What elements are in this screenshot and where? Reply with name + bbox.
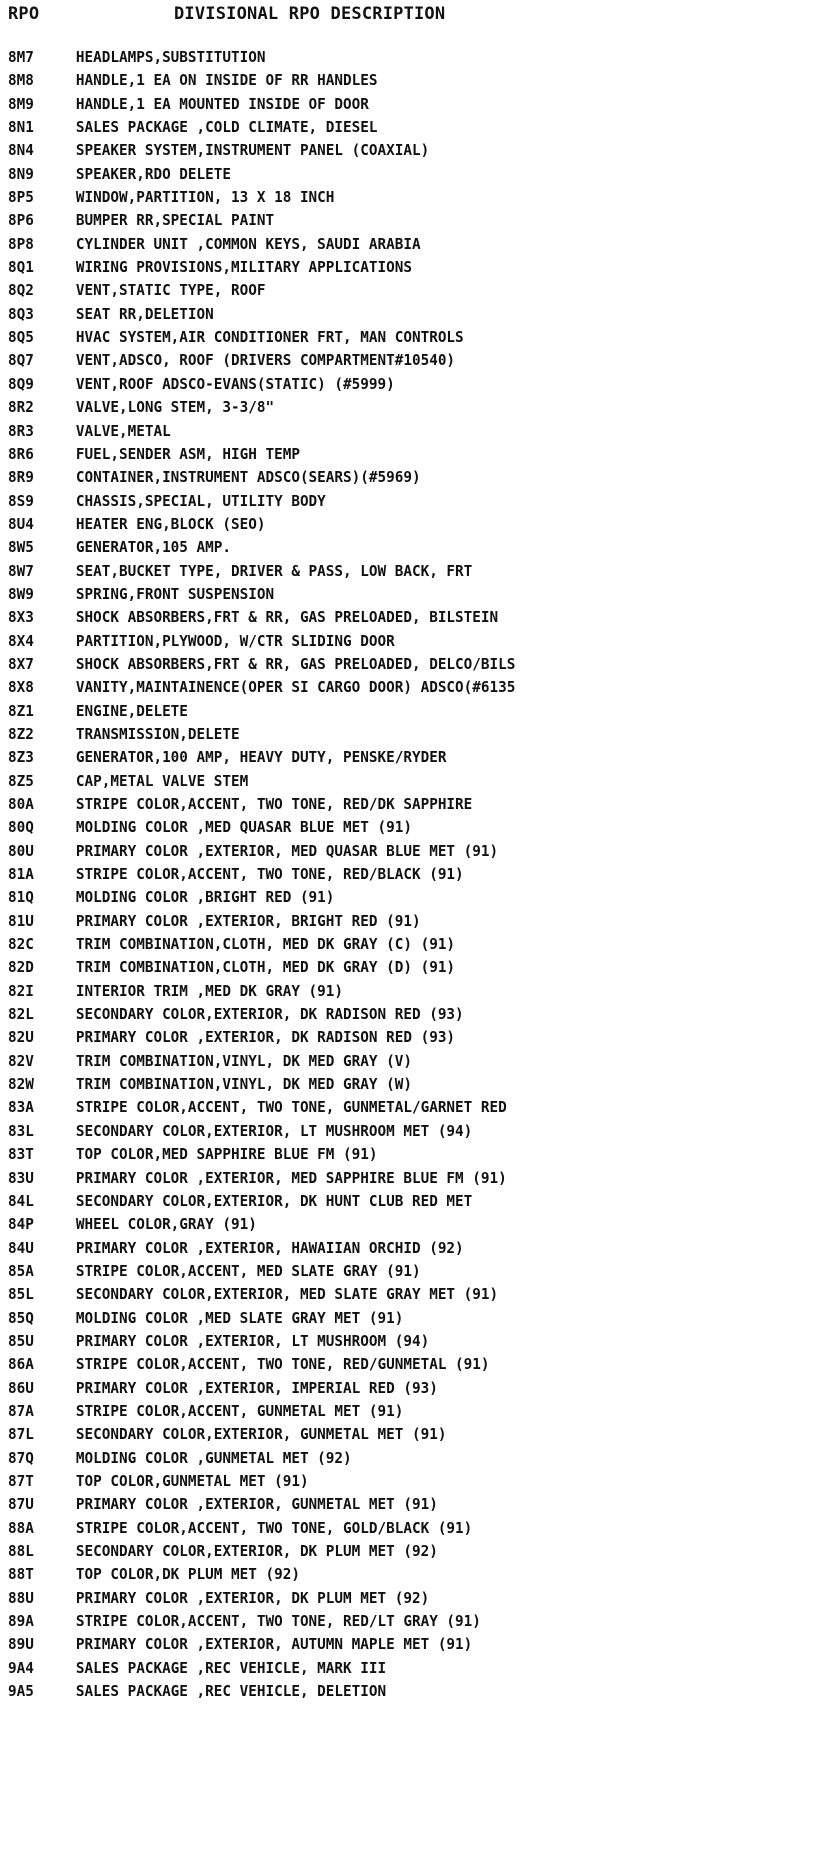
rpo-code: 8W9 — [8, 584, 34, 603]
rpo-description: BUMPER RR,SPECIAL PAINT — [75, 211, 275, 230]
table-row — [8, 770, 743, 793]
rpo-description: WIRING PROVISIONS,MILITARY APPLICATIONS — [75, 258, 412, 277]
rpo-code: 89A — [8, 1612, 34, 1631]
rpo-description: PRIMARY COLOR ,EXTERIOR, AUTUMN MAPLE MET (91) — [75, 1635, 473, 1654]
table-row — [8, 1447, 743, 1470]
rpo-description: HVAC SYSTEM,AIR CONDITIONER FRT, MAN CONTROLS — [75, 328, 464, 347]
rpo-code: 80Q — [8, 818, 34, 837]
rpo-code: 87A — [8, 1401, 34, 1420]
table-row — [8, 93, 743, 116]
rpo-description: TOP COLOR,GUNMETAL MET (91) — [75, 1471, 309, 1490]
rpo-code: 85Q — [8, 1308, 34, 1327]
rpo-description: HEATER ENG,BLOCK (SEO) — [75, 514, 266, 533]
rpo-code: 8Q1 — [8, 258, 34, 277]
rpo-description: STRIPE COLOR,ACCENT, TWO TONE, GUNMETAL/GARNET RED — [75, 1098, 507, 1117]
table-row — [8, 1517, 743, 1540]
table-row — [8, 1120, 743, 1143]
rpo-code: 8X4 — [8, 631, 34, 650]
rpo-code: 88L — [8, 1542, 34, 1560]
table-row — [8, 933, 743, 956]
rpo-code: 82W — [8, 1075, 34, 1094]
table-row — [8, 373, 743, 396]
table-row — [8, 1213, 743, 1236]
rpo-code: 81Q — [8, 888, 34, 907]
table-row — [8, 186, 743, 209]
rpo-code: 84U — [8, 1238, 34, 1257]
rpo-description: TRANSMISSION,DELETE — [75, 724, 240, 743]
table-row — [8, 1353, 743, 1376]
rpo-description: VANITY,MAINTAINENCE(OPER SI CARGO DOOR) ADSCO(#6135 — [75, 678, 516, 697]
table-row — [8, 466, 743, 489]
table-row — [8, 233, 743, 256]
rpo-code: 8X7 — [8, 654, 34, 673]
table-header — [8, 4, 808, 28]
rpo-description: SPRING,FRONT SUSPENSION — [75, 584, 275, 603]
table-row — [8, 1657, 743, 1680]
rpo-code: 8N9 — [8, 164, 34, 183]
rpo-code: 85L — [8, 1285, 34, 1304]
rpo-code: 83A — [8, 1098, 34, 1117]
rpo-description: GENERATOR,100 AMP, HEAVY DUTY, PENSKE/RYDER — [75, 748, 447, 767]
rpo-description: SECONDARY COLOR,EXTERIOR, MED SLATE GRAY MET (91) — [75, 1285, 499, 1304]
rpo-code: 8U4 — [8, 514, 34, 533]
rpo-code: 84P — [8, 1215, 34, 1234]
rpo-code: 8Q5 — [8, 328, 34, 347]
rpo-description: SALES PACKAGE ,COLD CLIMATE, DIESEL — [75, 118, 378, 137]
rpo-description: GENERATOR,105 AMP. — [75, 538, 232, 557]
rpo-code: 8Z2 — [8, 724, 34, 743]
table-row — [8, 303, 743, 326]
rpo-code: 81U — [8, 911, 34, 930]
rpo-code: 80U — [8, 841, 34, 860]
table-row — [8, 630, 743, 653]
rpo-code: 8X3 — [8, 608, 34, 627]
table-row — [8, 279, 743, 302]
rpo-list — [8, 46, 798, 1703]
table-row — [8, 139, 743, 162]
table-row — [8, 653, 743, 676]
rpo-description: STRIPE COLOR,ACCENT, GUNMETAL MET (91) — [75, 1401, 404, 1420]
rpo-code: 8Z1 — [8, 701, 34, 720]
table-row — [8, 69, 743, 92]
rpo-description: VENT,STATIC TYPE, ROOF — [75, 281, 266, 300]
table-row — [8, 513, 743, 536]
table-row — [8, 1563, 743, 1586]
rpo-description: PRIMARY COLOR ,EXTERIOR, HAWAIIAN ORCHID (92) — [75, 1238, 464, 1257]
rpo-code: 88T — [8, 1565, 34, 1584]
rpo-description: ENGINE,DELETE — [75, 701, 188, 720]
rpo-code: 8Q3 — [8, 304, 34, 323]
table-row — [8, 1050, 743, 1073]
table-row — [8, 886, 743, 909]
rpo-code: 80A — [8, 795, 34, 813]
table-row — [8, 840, 743, 863]
rpo-code: 83U — [8, 1168, 34, 1187]
rpo-code: 89U — [8, 1635, 34, 1654]
table-row — [8, 676, 743, 699]
table-row — [8, 1073, 743, 1096]
rpo-code: 82L — [8, 1005, 34, 1024]
rpo-description: PRIMARY COLOR ,EXTERIOR, MED SAPPHIRE BLUE FM (91) — [75, 1168, 507, 1187]
rpo-code: 84L — [8, 1191, 34, 1210]
rpo-code: 82I — [8, 981, 34, 1000]
table-row — [8, 793, 743, 816]
table-row — [8, 1587, 743, 1610]
rpo-description: SHOCK ABSORBERS,FRT & RR, GAS PRELOADED, DELCO/BILS — [75, 654, 516, 673]
rpo-code: 8W5 — [8, 538, 34, 557]
table-row — [8, 1540, 743, 1563]
rpo-code: 81A — [8, 865, 34, 884]
rpo-code: 8P5 — [8, 188, 34, 207]
rpo-description: HANDLE,1 EA ON INSIDE OF RR HANDLES — [75, 71, 378, 90]
table-row — [8, 1237, 743, 1260]
table-row — [8, 1096, 743, 1119]
table-row — [8, 420, 743, 443]
rpo-description: TOP COLOR,DK PLUM MET (92) — [75, 1565, 300, 1584]
rpo-description: PRIMARY COLOR ,EXTERIOR, BRIGHT RED (91) — [75, 911, 421, 930]
table-row — [8, 863, 743, 886]
rpo-code: 87L — [8, 1425, 34, 1444]
rpo-code: 8Q7 — [8, 351, 34, 370]
table-row — [8, 46, 743, 69]
table-row — [8, 1423, 743, 1446]
rpo-code: 8N4 — [8, 141, 34, 160]
rpo-code: 8R9 — [8, 468, 34, 487]
rpo-description: STRIPE COLOR,ACCENT, TWO TONE, RED/DK SAPPHIRE — [75, 795, 473, 813]
rpo-description: TRIM COMBINATION,CLOTH, MED DK GRAY (D) (91) — [75, 958, 456, 977]
table-row — [8, 326, 743, 349]
rpo-description: INTERIOR TRIM ,MED DK GRAY (91) — [75, 981, 344, 1000]
rpo-code: 83T — [8, 1145, 34, 1164]
rpo-code: 8M8 — [8, 71, 34, 90]
table-row — [8, 1610, 743, 1633]
table-row — [8, 700, 743, 723]
rpo-description: SECONDARY COLOR,EXTERIOR, GUNMETAL MET (91) — [75, 1425, 447, 1444]
rpo-code: 8Q9 — [8, 374, 34, 393]
rpo-code: 87T — [8, 1471, 34, 1490]
rpo-description: VENT,ROOF ADSCO-EVANS(STATIC) (#5999) — [75, 374, 395, 393]
rpo-description: PRIMARY COLOR ,EXTERIOR, MED QUASAR BLUE MET (91) — [75, 841, 499, 860]
rpo-code: 8P8 — [8, 234, 34, 253]
rpo-description: TRIM COMBINATION,CLOTH, MED DK GRAY (C) (91) — [75, 935, 456, 954]
rpo-code: 88A — [8, 1518, 34, 1537]
rpo-description: SALES PACKAGE ,REC VEHICLE, DELETION — [75, 1682, 387, 1701]
rpo-description: VALVE,METAL — [75, 421, 171, 440]
table-row — [8, 1283, 743, 1306]
rpo-description: FUEL,SENDER ASM, HIGH TEMP — [75, 444, 300, 463]
rpo-description: HEADLAMPS,SUBSTITUTION — [75, 48, 266, 66]
table-row — [8, 349, 743, 372]
rpo-description: PRIMARY COLOR ,EXTERIOR, DK RADISON RED (93) — [75, 1028, 456, 1047]
rpo-code: 8R2 — [8, 398, 34, 417]
rpo-description: SALES PACKAGE ,REC VEHICLE, MARK III — [75, 1658, 387, 1677]
rpo-description: SECONDARY COLOR,EXTERIOR, LT MUSHROOM MET (94) — [75, 1121, 473, 1140]
rpo-description: MOLDING COLOR ,BRIGHT RED (91) — [75, 888, 335, 907]
rpo-description: SECONDARY COLOR,EXTERIOR, DK HUNT CLUB RED MET — [75, 1191, 473, 1210]
rpo-description: PRIMARY COLOR ,EXTERIOR, IMPERIAL RED (93) — [75, 1378, 438, 1397]
rpo-description: TRIM COMBINATION,VINYL, DK MED GRAY (W) — [75, 1075, 412, 1094]
rpo-code: 9A5 — [8, 1682, 34, 1701]
table-row — [8, 443, 743, 466]
rpo-code: 8Z3 — [8, 748, 34, 767]
rpo-description: WHEEL COLOR,GRAY (91) — [75, 1215, 257, 1234]
rpo-description: CAP,METAL VALVE STEM — [75, 771, 249, 790]
rpo-code: 8S9 — [8, 491, 34, 510]
rpo-description: PRIMARY COLOR ,EXTERIOR, GUNMETAL MET (91) — [75, 1495, 438, 1514]
rpo-description: STRIPE COLOR,ACCENT, TWO TONE, RED/LT GRAY (91) — [75, 1612, 481, 1631]
rpo-code: 8Q2 — [8, 281, 34, 300]
table-row — [8, 560, 743, 583]
rpo-code: 8M9 — [8, 94, 34, 113]
table-row — [8, 1493, 743, 1516]
table-row — [8, 1377, 743, 1400]
table-row — [8, 1330, 743, 1353]
table-row — [8, 1167, 743, 1190]
rpo-code: 8R6 — [8, 444, 34, 463]
rpo-description: CONTAINER,INSTRUMENT ADSCO(SEARS)(#5969) — [75, 468, 421, 487]
table-row — [8, 256, 743, 279]
rpo-description: CHASSIS,SPECIAL, UTILITY BODY — [75, 491, 326, 510]
rpo-code: 82U — [8, 1028, 34, 1047]
rpo-code: 8X8 — [8, 678, 34, 697]
rpo-code: 82V — [8, 1051, 34, 1070]
rpo-description: STRIPE COLOR,ACCENT, MED SLATE GRAY (91) — [75, 1261, 421, 1280]
table-row — [8, 1680, 743, 1703]
table-row — [8, 116, 743, 139]
table-row — [8, 1260, 743, 1283]
table-row — [8, 209, 743, 232]
table-row — [8, 1307, 743, 1330]
table-row — [8, 910, 743, 933]
rpo-description: STRIPE COLOR,ACCENT, TWO TONE, GOLD/BLACK (91) — [75, 1518, 473, 1537]
rpo-description: PRIMARY COLOR ,EXTERIOR, LT MUSHROOM (94) — [75, 1331, 430, 1350]
rpo-description: MOLDING COLOR ,MED SLATE GRAY MET (91) — [75, 1308, 404, 1327]
table-row — [8, 956, 743, 979]
table-row — [8, 746, 743, 769]
rpo-code: 82D — [8, 958, 34, 977]
rpo-code: 87Q — [8, 1448, 34, 1467]
rpo-description: CYLINDER UNIT ,COMMON KEYS, SAUDI ARABIA — [75, 234, 421, 253]
rpo-description: PARTITION,PLYWOOD, W/CTR SLIDING DOOR — [75, 631, 395, 650]
rpo-code: 8N1 — [8, 118, 34, 137]
table-row — [8, 163, 743, 186]
table-row — [8, 1143, 743, 1166]
table-row — [8, 606, 743, 629]
rpo-description: VENT,ADSCO, ROOF (DRIVERS COMPARTMENT#10540) — [75, 351, 456, 370]
rpo-code: 85U — [8, 1331, 34, 1350]
rpo-code: 87U — [8, 1495, 34, 1514]
rpo-description: TOP COLOR,MED SAPPHIRE BLUE FM (91) — [75, 1145, 378, 1164]
rpo-description: STRIPE COLOR,ACCENT, TWO TONE, RED/GUNMETAL (91) — [75, 1355, 490, 1374]
rpo-description: SEAT RR,DELETION — [75, 304, 214, 323]
rpo-description: VALVE,LONG STEM, 3-3/8" — [75, 398, 275, 417]
rpo-description: SPEAKER SYSTEM,INSTRUMENT PANEL (COAXIAL) — [75, 141, 430, 160]
rpo-description: PRIMARY COLOR ,EXTERIOR, DK PLUM MET (92) — [75, 1588, 430, 1607]
rpo-code: 82C — [8, 935, 34, 954]
rpo-code: 83L — [8, 1121, 34, 1140]
table-row — [8, 1003, 743, 1026]
rpo-description: WINDOW,PARTITION, 13 X 18 INCH — [75, 188, 335, 207]
rpo-description: SECONDARY COLOR,EXTERIOR, DK RADISON RED (93) — [75, 1005, 464, 1024]
table-row — [8, 816, 743, 839]
table-row — [8, 980, 743, 1003]
rpo-code: 8M7 — [8, 48, 34, 66]
rpo-column-header: RPO — [8, 4, 40, 24]
rpo-description: MOLDING COLOR ,GUNMETAL MET (92) — [75, 1448, 352, 1467]
rpo-description: SPEAKER,RDO DELETE — [75, 164, 232, 183]
table-row — [8, 536, 743, 559]
rpo-code: 86U — [8, 1378, 34, 1397]
table-row — [8, 583, 743, 606]
rpo-description: HANDLE,1 EA MOUNTED INSIDE OF DOOR — [75, 94, 369, 113]
rpo-code: 9A4 — [8, 1658, 34, 1677]
rpo-code: 8R3 — [8, 421, 34, 440]
rpo-description: MOLDING COLOR ,MED QUASAR BLUE MET (91) — [75, 818, 412, 837]
table-row — [8, 1470, 743, 1493]
rpo-code: 8P6 — [8, 211, 34, 230]
table-row — [8, 1190, 743, 1213]
rpo-description: SHOCK ABSORBERS,FRT & RR, GAS PRELOADED, BILSTEIN — [75, 608, 499, 627]
rpo-code: 85A — [8, 1261, 34, 1280]
rpo-code: 8Z5 — [8, 771, 34, 790]
table-row — [8, 723, 743, 746]
table-row — [8, 1633, 743, 1656]
rpo-code: 8W7 — [8, 561, 34, 580]
rpo-description: STRIPE COLOR,ACCENT, TWO TONE, RED/BLACK (91) — [75, 865, 464, 884]
description-column-header: DIVISIONAL RPO DESCRIPTION — [174, 4, 446, 24]
table-row — [8, 490, 743, 513]
table-row — [8, 1400, 743, 1423]
table-row — [8, 1026, 743, 1049]
table-row — [8, 396, 743, 419]
rpo-description: SEAT,BUCKET TYPE, DRIVER & PASS, LOW BACK, FRT — [75, 561, 473, 580]
rpo-description: TRIM COMBINATION,VINYL, DK MED GRAY (V) — [75, 1051, 412, 1070]
rpo-code: 88U — [8, 1588, 34, 1607]
rpo-description: SECONDARY COLOR,EXTERIOR, DK PLUM MET (92) — [75, 1542, 438, 1560]
rpo-code: 86A — [8, 1355, 34, 1374]
